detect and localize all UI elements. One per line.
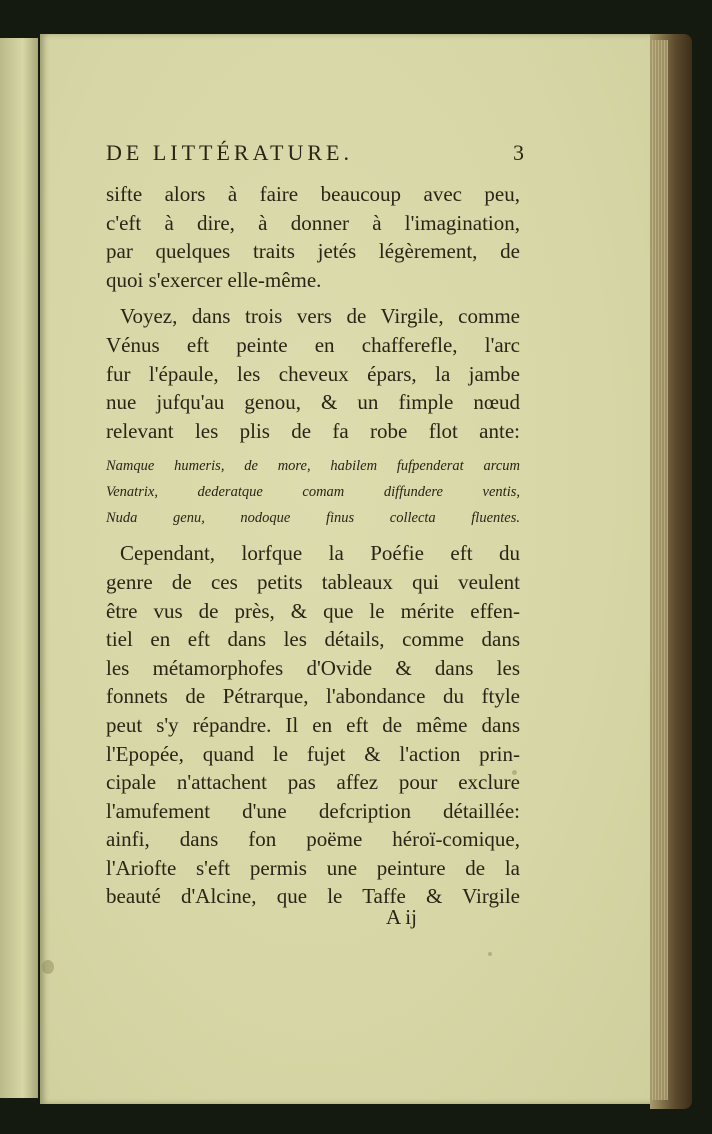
running-title: DE LITTÉRATURE. [106, 140, 353, 165]
text-line: cipale n'attachent pas affez pour exclure [106, 770, 520, 795]
text-line: peut s'y répandre. Il en eft de même dans [106, 712, 520, 737]
text-line: nue jufqu'au genou, & un fimple nœud [106, 390, 520, 415]
latin-quote-line: Nuda genu, nodoque finus collecta fluentes. [106, 510, 520, 527]
text-line: quoi s'exercer elle-même. [106, 267, 322, 292]
running-header [106, 140, 524, 178]
text-line: genre de ces petits tableaux qui veulent [106, 569, 520, 594]
text-line: fonnets de Pétrarque, l'abondance du ftyle [106, 684, 520, 709]
text-line: l'Epopée, quand le fujet & l'action prin- [106, 741, 520, 766]
text-line: tiel en eft dans les détails, comme dans [106, 627, 520, 652]
latin-quote-line: Venatrix, dederatque comam diffundere ventis, [106, 484, 520, 501]
text-line: l'Ariofte s'eft permis une peinture de la [106, 855, 520, 880]
paper-spot [42, 960, 54, 974]
left-page-edge [0, 38, 38, 1098]
text-line: les métamorphofes d'Ovide & dans les [106, 655, 520, 680]
text-line: fur l'épaule, les cheveux épars, la jambe [106, 361, 520, 386]
paper-spot [488, 952, 492, 956]
text-line: l'amufement d'une defcription détaillée: [106, 798, 520, 823]
text-line: c'eft à dire, à donner à l'imagination, [106, 210, 520, 235]
text-line: Voyez, dans trois vers de Virgile, comme [120, 304, 520, 329]
text-line: ainfi, dans fon poëme héroï-comique, [106, 827, 520, 852]
latin-quote-line: Namque humeris, de more, habilem fufpenderat arcum [106, 458, 520, 475]
text-line: relevant les plis de fa robe flot ante: [106, 418, 520, 443]
text-line: Cependant, lorfque la Poéfie eft du [120, 541, 520, 566]
text-line: sifte alors à faire beaucoup avec peu, [106, 182, 520, 206]
page-stack-edges [652, 40, 668, 1100]
page-text [106, 140, 524, 911]
text-line: par quelques traits jetés légèrement, de [106, 239, 520, 264]
text-line: Vénus eft peinte en chafferefle, l'arc [106, 332, 520, 357]
page-number: 3 [513, 140, 524, 165]
signature-mark: A ij [386, 905, 417, 929]
text-line: beauté d'Alcine, que le Taffe & Virgile [106, 884, 520, 909]
text-line: être vus de près, & que le mérite effen- [106, 598, 520, 623]
